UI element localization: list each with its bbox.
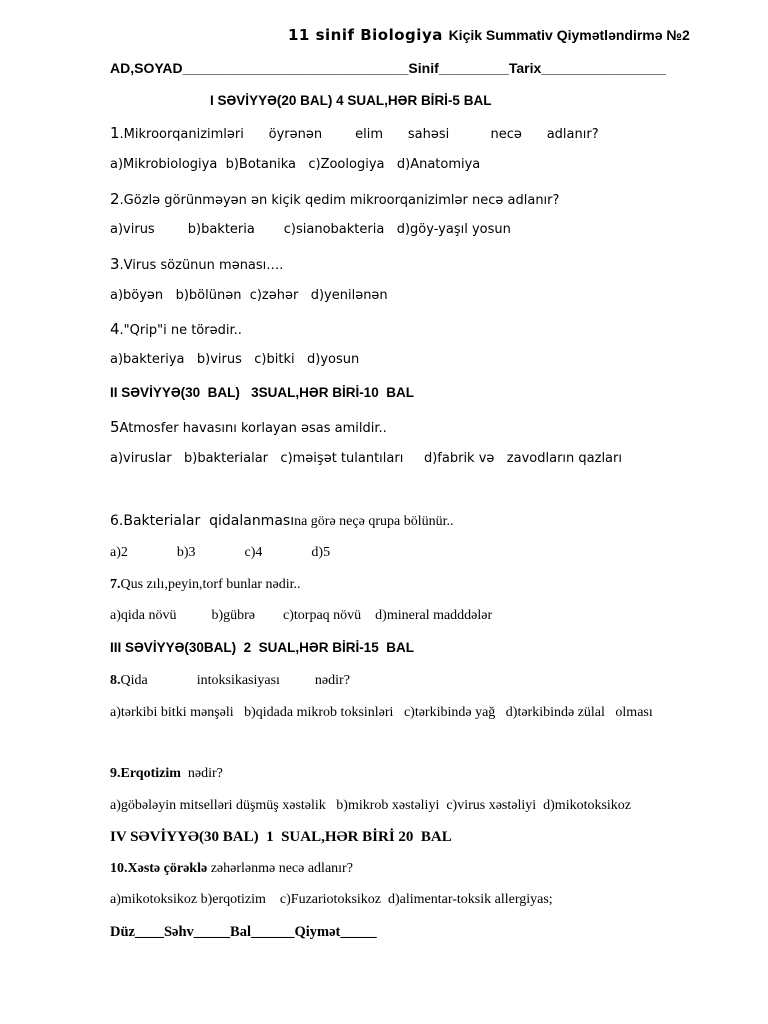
question-5	[110, 418, 387, 436]
question-2	[110, 190, 559, 208]
question-3	[110, 255, 283, 273]
question-number: 3	[110, 255, 120, 273]
question-number: 1	[110, 124, 120, 142]
question-text: .Gözlə görünməyən ən kiçik qedim mikroorqanizimlər necə adlanır?	[119, 193, 560, 208]
question-10	[110, 861, 353, 877]
question-text: ."Qrip"i ne törədir..	[119, 323, 242, 338]
question-1-options: a)Mikrobiologiya b)Botanika c)Zoologiya d)Anatomiya	[110, 157, 481, 172]
worksheet-title	[288, 26, 690, 44]
question-2-options: a)virus b)bakteria c)sianobakteria d)göy-yaşıl yosun	[110, 222, 511, 237]
question-8-options: a)tərkibi bitki mənşəli b)qidada mikrob toksinləri c)tərkibində yağ d)tərkibində zülal olması	[110, 705, 653, 720]
question-7-options: a)qida növü b)gübrə c)torpaq növü d)mineral madddələr	[110, 608, 493, 623]
title-rest: Kiçik Summativ Qiymətləndirmə №2	[448, 27, 690, 43]
question-number: 10.Xəstə çörəklə	[110, 861, 208, 876]
question-3-options: a)böyən b)bölünən c)zəhər d)yenilənən	[110, 288, 388, 303]
question-number: 4	[110, 320, 120, 338]
question-6-options: a)2 b)3 c)4 d)5	[110, 545, 331, 560]
level-3-heading: III SƏVİYYƏ(30BAL) 2 SUAL,HƏR BİRİ-15 BAL	[110, 640, 414, 655]
grading-line: Düz____Səhv_____Bal______Qiymət_____	[110, 924, 377, 940]
question-text: .Virus sözünun mənası….	[119, 258, 284, 273]
question-1	[110, 124, 599, 142]
question-number: 6.	[110, 513, 124, 529]
level-2-heading: II SƏVİYYƏ(30 BAL) 3SUAL,HƏR BİRİ-10 BAL	[110, 385, 414, 400]
level-1-heading: I SƏVİYYƏ(20 BAL) 4 SUAL,HƏR BİRİ-5 BAL	[210, 93, 492, 108]
question-9	[110, 766, 223, 782]
question-number: 7.	[110, 577, 121, 592]
question-5-options: a)viruslar b)bakterialar c)məişət tulantıları d)fabrik və zavodların qazları	[110, 451, 622, 466]
question-4-options: a)bakteriya b)virus c)bitki d)yosun	[110, 352, 360, 367]
question-10-options: a)mikotoksikoz b)erqotizim c)Fuzariotoksikoz d)alimentar-toksik allergiyas;	[110, 892, 553, 907]
question-number: 2	[110, 190, 120, 208]
question-text: zəhərlənmə necə adlanır?	[207, 861, 353, 876]
student-info-line: AD,SOYAD_____________________________Sinif_________Tarix________________	[110, 60, 666, 76]
question-9-options: a)göbələyin mitselləri düşmüş xəstəlik b)mikrob xəstəliyi c)virus xəstəliyi d)mikotoksikoz	[110, 798, 632, 813]
question-text: Atmosfer havasını korlayan əsas amildir..	[119, 421, 387, 436]
level-4-heading: IV SƏVİYYƏ(30 BAL) 1 SUAL,HƏR BİRİ 20 BAL	[110, 829, 452, 845]
question-6	[110, 513, 453, 530]
question-8	[110, 673, 350, 689]
question-7	[110, 577, 301, 593]
question-text: nədir?	[180, 766, 223, 781]
question-number: 9.Erqotizim	[110, 766, 181, 781]
question-text: Qus zılı,peyin,torf bunlar nədir..	[120, 577, 301, 592]
question-text: Qida intoksikasiyası nədir?	[120, 673, 350, 688]
question-text: na görə neçə qrupa bölünür..	[294, 514, 454, 529]
question-4	[110, 320, 242, 338]
question-text-start: Bakterialar qidalanması	[123, 513, 295, 529]
title-subject: 11 sinif Biologiya	[288, 26, 449, 44]
question-number: 8.	[110, 673, 121, 688]
question-text: .Mikroorqanizimləri öyrənən elim sahəsi necə adlanır?	[119, 127, 599, 142]
question-number: 5	[110, 418, 120, 436]
